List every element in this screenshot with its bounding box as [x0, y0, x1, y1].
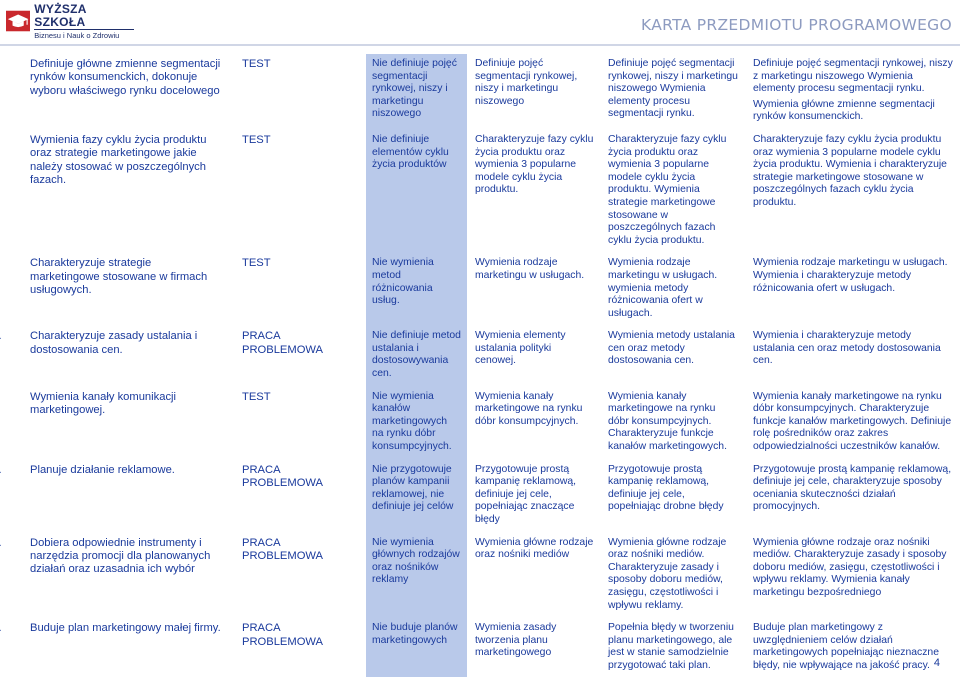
grade-4-cell: Wymienia rodzaje marketingu w usługach. wymienia metody różnicowania ofert w usługach.: [608, 257, 718, 319]
effect-text: Wymienia fazy cyklu życia produktu oraz strategie marketingowe jakie należy stosować w poszczególnych fazach.: [30, 133, 207, 187]
method-cell: TEST: [242, 133, 271, 146]
logo-tagline: Biznesu i Nauk o Zdrowiu: [34, 29, 134, 40]
grade-5-text: Definiuje pojęć segmentacji rynkowej, niszy z marketingu niszowego Wymienia elementy procesu segmentacji rynku.: [753, 58, 953, 95]
grade-3-cell: Wymienia zasady tworzenia planu marketingowego: [475, 622, 557, 659]
header-divider: [0, 44, 960, 46]
page-number: 4: [933, 657, 940, 669]
table-row: [0, 387, 960, 460]
method-cell: TEST: [242, 58, 271, 70]
method-cell: PRACA PROBLEMOWA: [242, 330, 324, 356]
method-cell: TEST: [242, 257, 271, 270]
grade-5-cell: [745, 54, 960, 130]
grade-5-cell: Wymienia główne rodzaje oraz nośniki mediów. Charakteryzuje zasady i sposoby doboru mediów, zasięgu, częstotliwości i wpływu reklamy. Wymienia kanały marketingu bezpośredniego: [753, 536, 947, 598]
method-cell: PRACA PROBLEMOWA: [242, 622, 324, 648]
grade-3-cell: Wymienia elementy ustalania polityki cenowej.: [475, 330, 566, 367]
grade-2-cell: Nie buduje planów marketingowych: [366, 618, 467, 677]
grade-5-text-extra: Wymienia główne zmienne segmentacji rynków konsumenckich.: [753, 98, 935, 123]
effect-text: Dobiera odpowiednie instrumenty i narzędzia promocji dla planowanych działań oraz uzasadnia ich wybór: [30, 536, 211, 576]
grade-5-cell: Przygotowuje prostą kampanię reklamową, definiuje jej cele, charakteryzuje sposoby oceniania skuteczności działań promocyjnych.: [753, 463, 952, 513]
grade-5-cell: Buduje plan marketingowy z uwzględnieniem celów działań marketingowych popełniając nieznaczne błędy, nie wpływające na jakość pracy.: [753, 622, 939, 671]
method-cell: TEST: [242, 390, 271, 403]
grade-5-cell: Charakteryzuje fazy cyklu życia produktu oraz wymienia 3 popularne modele cyklu życia produktu. Wymienia i charakteryzuje strategie marketingowe stosowane w poszczególnych fazach cyklu życia produktu.: [753, 133, 947, 208]
logo-name: WYŻSZA SZKOŁA: [34, 1, 87, 29]
grade-4-cell: Wymienia główne rodzaje oraz nośniki mediów. Charakteryzuje zasady i sposoby doboru mediów, zasięgu, częstotliwości i wpływu reklamy.: [608, 536, 727, 611]
effect-text: Wymienia kanały komunikacji marketingowej.: [30, 390, 177, 417]
grade-5-cell: Wymienia rodzaje marketingu w usługach. Wymienia i charakteryzuje metody różnicowania ofert w usługach.: [753, 257, 948, 294]
effect-cell: [0, 387, 232, 460]
table-row: [0, 54, 960, 130]
grade-3-cell: Charakteryzuje fazy cyklu życia produktu oraz wymienia 3 popularne modele cyklu życia produktu.: [475, 133, 594, 196]
grade-3-cell: Definiuje pojęć segmentacji rynkowej, niszy i marketingu niszowego: [475, 58, 578, 107]
effect-text: Charakteryzuje zasady ustalania i dostosowania cen.: [30, 330, 198, 356]
page-title: KARTA PRZEDMIOTU PROGRAMOWEGO: [641, 16, 952, 34]
effect-text: Charakteryzuje strategie marketingowe stosowane w firmach usługowych.: [30, 257, 208, 297]
grade-4-cell: Wymienia kanały marketingowe na rynku dóbr konsumpcyjnych. Charakteryzuje funkcje kanałów marketingowych.: [608, 390, 727, 453]
grade-2-cell: Nie przygotowuje planów kampanii reklamowej, nie definiuje jej celów: [366, 460, 467, 533]
effect-cell: [0, 130, 232, 253]
table-row: [0, 253, 960, 326]
grade-5-cell: Wymienia kanały marketingowe na rynku dóbr konsumpcyjnych. Charakteryzuje funkcje kanałów marketingowych. Definiuje rolę pośredników oraz zakres odpowiedzialności uczestników kanałów.: [753, 390, 952, 453]
table-row: [0, 460, 960, 533]
grade-4-cell: Definiuje pojęć segmentacji rynkowej, niszy i marketingu niszowego Wymienia elementy procesu segmentacji rynku.: [608, 58, 738, 120]
grade-3-cell: Przygotowuje prostą kampanię reklamową, definiuje jej cele, popełniając znaczące błędy: [475, 463, 577, 525]
grade-2-cell: Nie wymienia kanałów marketingowych na rynku dóbr konsumpcyjnych.: [366, 387, 467, 460]
grade-2-cell: Nie wymienia głównych rodzajów oraz nośników reklamy: [366, 533, 467, 619]
method-cell: PRACA PROBLEMOWA: [242, 536, 324, 562]
grade-4-cell: Popełnia błędy w tworzeniu planu marketingowego, ale jest w stanie samodzielnie przygotować taki plan.: [608, 622, 734, 671]
effect-text: Buduje plan marketingowy małej firmy.: [30, 622, 221, 635]
table-row: [0, 618, 960, 677]
grade-3-cell: Wymienia główne rodzaje oraz nośniki mediów: [475, 536, 594, 561]
effect-cell: [0, 533, 232, 619]
grade-2-cell: Nie definiuje pojęć segmentacji rynkowej, niszy i marketingu niszowego: [366, 54, 467, 130]
grade-5-cell: Wymienia i charakteryzuje metody ustalania cen oraz metody dostosowania cen.: [753, 330, 941, 367]
effect-cell: [0, 326, 232, 386]
effect-cell: [0, 460, 232, 533]
graduation-cap-icon: [6, 10, 30, 32]
table-row: [0, 533, 960, 619]
method-cell: PRACA PROBLEMOWA: [242, 463, 324, 490]
effect-text: Definiuje główne zmienne segmentacji rynków konsumenckich, dokonuje wyboru właściwego rynku docelowego: [30, 58, 221, 97]
learning-outcomes-table: [0, 54, 960, 677]
effect-cell: [0, 618, 232, 677]
grade-4-cell: Charakteryzuje fazy cyklu życia produktu oraz wymienia 3 popularne modele cyklu życia produktu. Wymienia strategie marketingowe stosowane w poszczególnych fazach cyklu życia produktu.: [608, 133, 727, 246]
grade-3-cell: Wymienia kanały marketingowe na rynku dóbr konsumpcyjnych.: [475, 390, 583, 427]
grade-2-cell: Nie definiuje elementów cyklu życia produktów: [366, 130, 467, 253]
grade-3-cell: Wymienia rodzaje marketingu w usługach.: [475, 257, 585, 281]
grade-4-cell: Wymienia metody ustalania cen oraz metody dostosowania cen.: [608, 330, 735, 367]
table-row: [0, 326, 960, 386]
grade-2-cell: Nie definiuje metod ustalania i dostosowywania cen.: [366, 326, 467, 386]
effect-text: Planuje działanie reklamowe.: [30, 463, 175, 476]
effect-cell: [0, 253, 232, 326]
effect-cell: [0, 54, 232, 130]
grade-4-cell: Przygotowuje prostą kampanię reklamową, definiuje jej cele, popełniając drobne błędy: [608, 463, 724, 513]
grade-2-cell: Nie wymienia metod różnicowania usług.: [366, 253, 467, 326]
school-logo: [6, 1, 134, 40]
table-row: [0, 130, 960, 253]
